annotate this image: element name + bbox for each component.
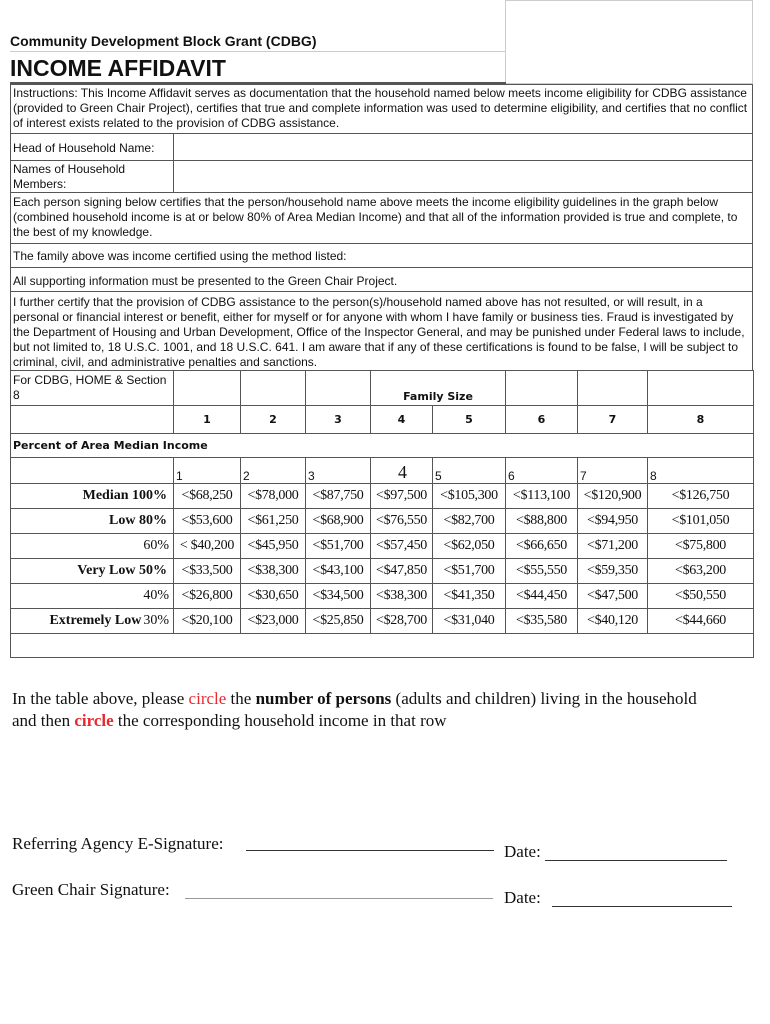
percent-ami-label: Percent of Area Median Income [10, 433, 754, 458]
green-chair-date-label: Date: [504, 888, 541, 907]
income-limit-cell[interactable]: <$88,800 [505, 508, 578, 534]
income-limit-cell[interactable]: <$28,700 [370, 608, 433, 634]
income-limit-cell[interactable]: <$51,700 [305, 533, 371, 559]
referring-signature-field[interactable] [246, 850, 494, 851]
family-size-8: 8 [647, 405, 754, 434]
income-limit-cell[interactable]: <$34,500 [305, 583, 371, 609]
note-text: and then [12, 711, 75, 730]
header-blank-cell [240, 370, 306, 406]
family-size-5: 5 [432, 405, 506, 434]
income-limit-cell[interactable]: <$71,200 [577, 533, 648, 559]
circle-instructions [12, 688, 752, 732]
income-limit-cell[interactable]: <$23,000 [240, 608, 306, 634]
income-limit-cell[interactable]: <$101,050 [647, 508, 754, 534]
income-limit-cell[interactable]: <$53,600 [173, 508, 241, 534]
income-level-name: Extremely Low [49, 613, 142, 628]
green-chair-signature-field[interactable] [185, 898, 493, 899]
income-level-label [10, 533, 174, 559]
income-limit-cell[interactable]: <$126,750 [647, 483, 754, 509]
income-level-percent: 60% [143, 538, 169, 553]
note-text: the [226, 689, 256, 708]
form-subtitle: Community Development Block Grant (CDBG) [10, 30, 506, 52]
circle-word-bold: circle [74, 711, 114, 730]
income-limit-cell[interactable]: <$47,500 [577, 583, 648, 609]
income-limit-cell[interactable]: <$47,850 [370, 558, 433, 584]
family-size-option-6[interactable]: 6 [505, 457, 578, 484]
family-size-option-3[interactable]: 3 [305, 457, 371, 484]
income-limit-cell[interactable]: <$61,250 [240, 508, 306, 534]
header-blank-cell [10, 457, 174, 484]
income-level-percent: 30% [143, 613, 169, 628]
income-level-percent: 40% [143, 588, 169, 603]
referring-signature-label: Referring Agency E-Signature: [12, 834, 224, 853]
family-size-option-4[interactable]: 4 [370, 457, 433, 484]
referring-date-label: Date: [504, 842, 541, 861]
method-line: The family above was income certified using the method listed: [10, 243, 753, 268]
income-limit-cell[interactable]: <$26,800 [173, 583, 241, 609]
income-limit-cell[interactable]: <$43,100 [305, 558, 371, 584]
family-size-4: 4 [370, 405, 433, 434]
family-size-option-1[interactable]: 1 [173, 457, 241, 484]
income-limit-cell[interactable]: <$20,100 [173, 608, 241, 634]
income-limit-cell[interactable]: <$41,350 [432, 583, 506, 609]
income-limit-cell[interactable]: <$62,050 [432, 533, 506, 559]
income-limit-cell[interactable]: <$78,000 [240, 483, 306, 509]
family-size-6: 6 [505, 405, 578, 434]
income-limit-cell[interactable]: <$97,500 [370, 483, 433, 509]
income-limit-cell[interactable]: <$66,650 [505, 533, 578, 559]
family-size-7: 7 [577, 405, 648, 434]
family-size-option-8[interactable]: 8 [647, 457, 754, 484]
header-blank-cell [647, 370, 754, 406]
green-chair-signature-label: Green Chair Signature: [12, 880, 170, 899]
income-limit-cell[interactable]: <$113,100 [505, 483, 578, 509]
income-limit-cell[interactable]: <$94,950 [577, 508, 648, 534]
header-blank-cell [305, 370, 371, 406]
income-limit-cell[interactable]: <$120,900 [577, 483, 648, 509]
income-limit-cell[interactable]: <$25,850 [305, 608, 371, 634]
income-limit-cell[interactable]: <$38,300 [240, 558, 306, 584]
family-size-3: 3 [305, 405, 371, 434]
header-blank-cell [10, 405, 174, 434]
family-size-option-5[interactable]: 5 [432, 457, 506, 484]
instructions: Instructions: This Income Affidavit serves as documentation that the household named below meets income eligibility for CDBG assistance (provided to Green Chair Project), certifies that true and complete information was used to determine eligibility, and certifies that no conflict of interest exists related to the provision of CDBG assistance. [10, 84, 753, 134]
income-limit-cell[interactable]: <$44,660 [647, 608, 754, 634]
income-limit-cell[interactable]: <$35,580 [505, 608, 578, 634]
note-text: the corresponding household income in that row [113, 711, 447, 730]
income-level-label [10, 583, 174, 609]
header-blank-cell [173, 370, 241, 406]
income-limit-cell[interactable]: <$40,120 [577, 608, 648, 634]
header-blank-cell [577, 370, 648, 406]
family-size-2: 2 [240, 405, 306, 434]
income-limit-cell[interactable]: <$38,300 [370, 583, 433, 609]
income-limit-cell[interactable]: <$45,950 [240, 533, 306, 559]
income-limit-cell[interactable]: <$30,650 [240, 583, 306, 609]
circle-word: circle [188, 689, 227, 708]
income-limit-cell[interactable]: <$82,700 [432, 508, 506, 534]
number-of-persons-emphasis: number of persons [255, 689, 392, 708]
income-limit-cell[interactable]: <$63,200 [647, 558, 754, 584]
income-level-name: Very Low 50% [77, 563, 167, 578]
logo-area [505, 0, 753, 84]
income-limit-cell[interactable]: <$44,450 [505, 583, 578, 609]
supporting-info-line: All supporting information must be presented to the Green Chair Project. [10, 267, 753, 292]
table-blank-row [10, 633, 754, 658]
family-size-label: Family Size [370, 370, 506, 406]
income-limit-cell[interactable]: <$55,550 [505, 558, 578, 584]
form-title: INCOME AFFIDAVIT [10, 52, 506, 84]
referring-date-field[interactable] [545, 860, 727, 861]
income-limit-cell[interactable]: < $40,200 [173, 533, 241, 559]
income-level-label [10, 608, 174, 634]
header-blank-cell [505, 370, 578, 406]
family-size-1: 1 [173, 405, 241, 434]
green-chair-date-field[interactable] [552, 906, 732, 907]
income-limit-cell[interactable]: <$68,250 [173, 483, 241, 509]
head-of-household-input[interactable] [173, 133, 753, 161]
income-limit-cell[interactable]: <$75,800 [647, 533, 754, 559]
program-label: For CDBG, HOME & Section 8 [10, 370, 174, 406]
household-members-input[interactable] [173, 160, 753, 193]
income-level-label [10, 558, 174, 584]
income-level-name: Median 100% [82, 488, 167, 503]
income-limit-cell[interactable]: <$31,040 [432, 608, 506, 634]
income-limit-cell[interactable]: <$59,350 [577, 558, 648, 584]
income-level-name: Low 80% [109, 513, 167, 528]
family-size-option-7[interactable]: 7 [577, 457, 648, 484]
income-limit-cell[interactable]: <$68,900 [305, 508, 371, 534]
head-of-household-label: Head of Household Name: [10, 133, 174, 161]
income-limit-cell[interactable]: <$57,450 [370, 533, 433, 559]
note-text: (adults and children) living in the household [391, 689, 697, 708]
note-text: In the table above, please [12, 689, 189, 708]
income-limit-cell[interactable]: <$105,300 [432, 483, 506, 509]
income-level-label [10, 483, 174, 509]
income-limit-cell[interactable]: <$33,500 [173, 558, 241, 584]
income-level-label [10, 508, 174, 534]
further-certification-paragraph: I further certify that the provision of CDBG assistance to the person(s)/household named above has not resulted, or will result, in a personal or financial interest or benefit, either for myself or for anyone with whom I have family or business ties. Fraud is investigated by the Department of Housing and Urban Development, Office of the Inspector General, and may be punished under Federal laws to include, but not limited to, 18 U.S.C. 1001, and 18 U.S.C. 641. I am aware that if any of these certifications is found to be false, I will be subject to criminal, civil, and administrative penalties and sanctions. [10, 291, 753, 371]
income-limit-cell[interactable]: <$51,700 [432, 558, 506, 584]
income-limit-cell[interactable]: <$76,550 [370, 508, 433, 534]
certification-paragraph: Each person signing below certifies that the person/household name above meets the income eligibility guidelines in the graph below (combined household income is at or below 80% of Area Median Income) and that all of the information provided is true and complete, to the best of my knowledge. [10, 192, 753, 244]
family-size-option-2[interactable]: 2 [240, 457, 306, 484]
income-limit-cell[interactable]: <$87,750 [305, 483, 371, 509]
income-limit-cell[interactable]: <$50,550 [647, 583, 754, 609]
household-members-label: Names of Household Members: [10, 160, 174, 193]
